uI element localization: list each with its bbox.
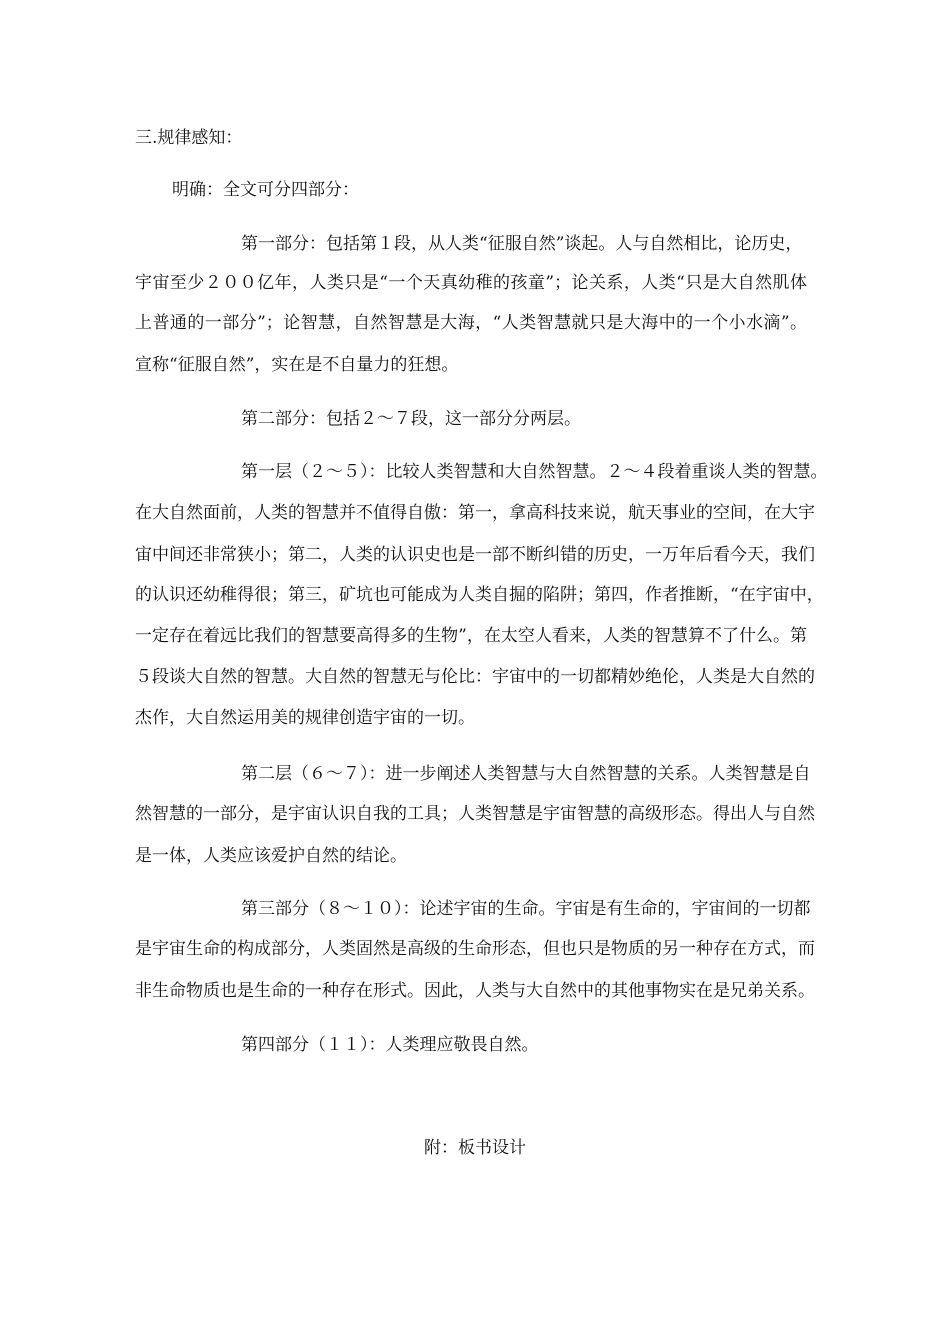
paragraph-line: 第二层（６～７）：进一步阐述人类智慧与大自然智慧的关系。人类智慧是自 bbox=[241, 764, 811, 784]
paragraph-line: 杰作，大自然运用美的规律创造宇宙的一切。 bbox=[135, 708, 475, 728]
paragraph-line: 宣称“征服自然”，实在是不自量力的狂想。 bbox=[135, 355, 459, 375]
part4-line: 第四部分（１１）：人类理应敬畏自然。 bbox=[241, 1035, 539, 1055]
paragraph-line: 是一体，人类应该爱护自然的结论。 bbox=[135, 846, 407, 866]
appendix-heading: 附：板书设计 bbox=[424, 1138, 526, 1158]
paragraph-line: 然智慧的一部分，是宇宙认识自我的工具；人类智慧是宇宙智慧的高级形态。得出人与自然 bbox=[135, 804, 815, 824]
paragraph-line: 的认识还幼稚得很；第三，矿坑也可能成为人类自掘的陷阱；第四，作者推断，“在宇宙中， bbox=[135, 585, 824, 605]
paragraph-line: 第三部分（８～１０）：论述宇宙的生命。宇宙是有生命的，宇宙间的一切都 bbox=[241, 899, 811, 919]
paragraph-line: 非生命物质也是生命的一种存在形式。因此，人类与大自然中的其他事物实在是兄弟关系。 bbox=[135, 981, 815, 1001]
paragraph-line: ５段谈大自然的智慧。大自然的智慧无与伦比：宇宙中的一切都精妙绝伦，人类是大自然的 bbox=[135, 667, 815, 687]
intro-line: 明确：全文可分四部分： bbox=[172, 180, 359, 200]
paragraph-line: 第一层（２～５）：比较人类智慧和大自然智慧。２～４段着重谈人类的智慧。 bbox=[241, 462, 828, 482]
paragraph-line: 第一部分：包括第１段，从人类“征服自然”谈起。人与自然相比，论历史， bbox=[241, 234, 803, 254]
paragraph-line: 上普通的一部分”；论智慧，自然智慧是大海，“人类智慧就只是大海中的一个小水滴”。 bbox=[135, 313, 807, 333]
paragraph-line: 宙中间还非常狭小；第二，人类的认识史也是一部不断纠错的历史，一万年后看今天，我们 bbox=[135, 545, 815, 565]
paragraph-line: 在大自然面前，人类的智慧并不值得自傲：第一，拿高科技来说，航天事业的空间，在大宇 bbox=[135, 503, 815, 523]
part2-heading: 第二部分：包括２～７段，这一部分分两层。 bbox=[241, 409, 581, 429]
paragraph-line: 是宇宙生命的构成部分，人类固然是高级的生命形态，但也只是物质的另一种存在方式，而 bbox=[135, 939, 815, 959]
paragraph-line: 宇宙至少２００亿年，人类只是“一个天真幼稚的孩童”；论关系，人类“只是大自然肌体 bbox=[135, 273, 807, 293]
section-heading: 三.规律感知： bbox=[135, 128, 243, 148]
paragraph-line: 一定存在着远比我们的智慧要高得多的生物”，在太空人看来，人类的智慧算不了什么。第 bbox=[135, 626, 807, 646]
